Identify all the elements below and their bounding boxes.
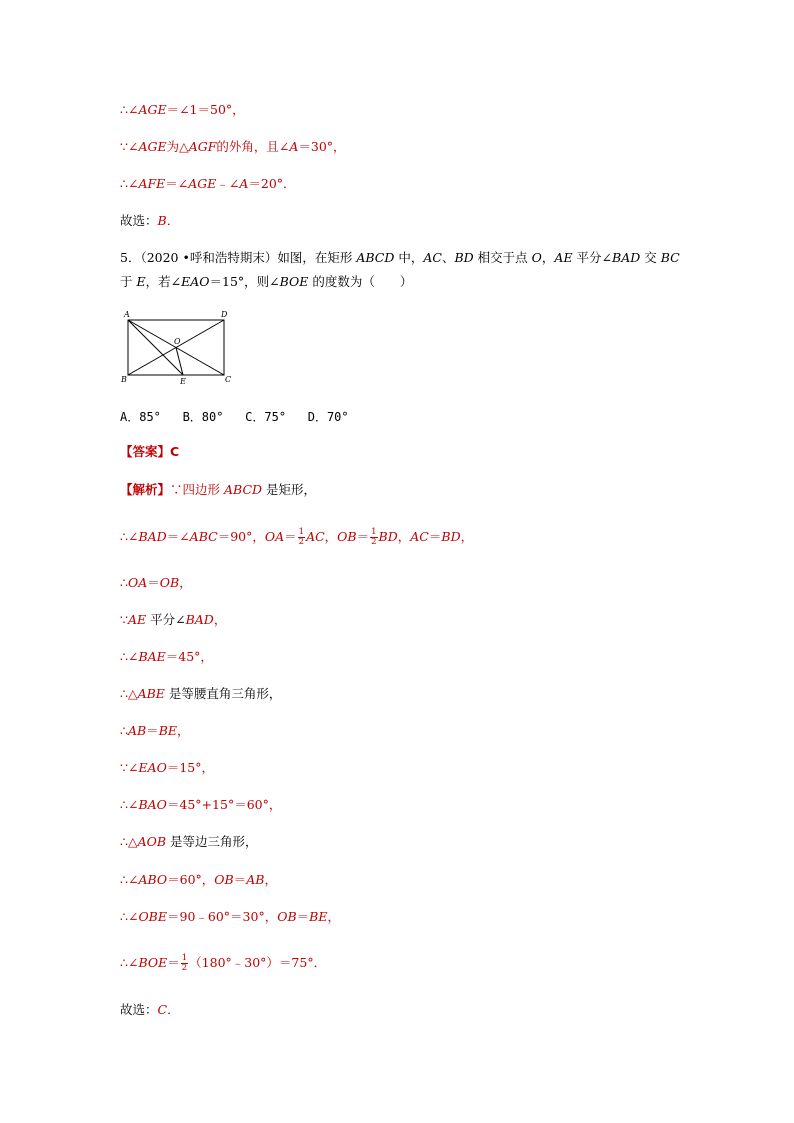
analysis-line-11: ∴∠OBE＝90﹣60°＝30°，OB＝BE， (120, 909, 340, 924)
analysis-line-4: ∴∠BAE＝45°， (120, 649, 213, 664)
answer-line: 【答案】C (120, 444, 180, 459)
prev-answer-choice: 故选：B． (120, 213, 180, 228)
point-label-a: A (124, 310, 130, 319)
final-answer-choice: 故选：C． (120, 1002, 180, 1017)
analysis-line-0: 【解析】∵四边形 ABCD 是矩形， (120, 482, 317, 497)
fraction-half: $\frac{1}{2}$ (371, 527, 377, 547)
analysis-line-10: ∴∠ABO＝60°，OB＝AB， (120, 872, 277, 887)
point-label-e: E (180, 377, 186, 386)
fraction-half: $\frac{1}{2}$ (298, 527, 305, 547)
rectangle-figure (118, 308, 238, 388)
analysis-line-3: ∵AE 平分∠BAD， (120, 612, 227, 627)
analysis-line-5: ∴△ABE 是等腰直角三角形， (120, 686, 282, 701)
point-label-d: D (221, 310, 228, 319)
analysis-line-6: ∴AB＝BE， (120, 723, 190, 738)
point-label-b: B (121, 375, 127, 384)
question-5-line-2: 于 E，若∠EAO＝15°，则∠BOE 的度数为（ ） (120, 274, 413, 289)
analysis-line-7: ∵∠EAO＝15°， (120, 760, 214, 775)
point-label-o: O (174, 337, 181, 346)
point-label-c: C (225, 375, 232, 384)
answer-options: A．85° B．80° C．75° D．70° (120, 410, 349, 424)
analysis-line-12: ∴∠BOE＝ $\frac{1}{2}$ （180°﹣30°）＝75°． (120, 953, 327, 973)
solution-line-3: ∴∠AFE＝∠AGE﹣∠A＝20°． (120, 176, 296, 191)
analysis-line-8: ∴∠BAO＝45°+15°＝60°， (120, 797, 282, 812)
solution-line-1: ∴∠AGE＝∠1＝50°， (120, 102, 245, 117)
analysis-line-9: ∴△AOB 是等边三角形， (120, 834, 258, 849)
segment-ae (128, 320, 183, 375)
solution-line-2: ∵∠AGE为△AGF的外角，且∠A＝30°， (120, 139, 346, 154)
analysis-line-1: ∴∠BAD＝∠ABC＝90°，OA＝ $\frac{1}{2}$ AC，OB＝ $\frac{1}{2}$ BD，AC＝BD， (120, 527, 474, 547)
question-5-line-1: 5．（2020 •呼和浩特期末）如图，在矩形 ABCD 中，AC、BD 相交于点 O，AE 平分∠BAD 交 BC (120, 250, 680, 265)
fraction-half: $\frac{1}{2}$ (181, 953, 188, 973)
analysis-line-2: ∴OA＝OB， (120, 575, 192, 590)
